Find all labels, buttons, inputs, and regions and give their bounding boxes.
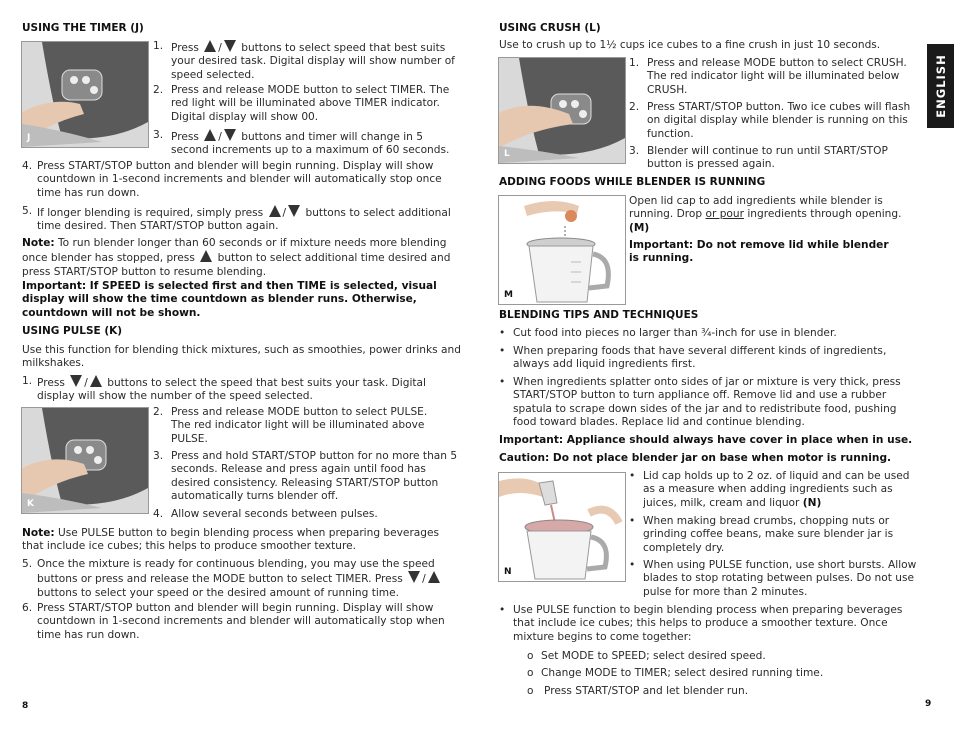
sub-bullet: o xyxy=(527,685,534,697)
step-number: 3. xyxy=(153,450,164,462)
tip-7: Use PULSE function to begin blending process when preparing beverages that include ice cubes; this helps to produce a smoother texture. Once mixture begins to come together: xyxy=(513,604,903,643)
step-number: 1. xyxy=(22,375,33,387)
up-arrow-icon xyxy=(200,250,212,262)
bullet: • xyxy=(629,559,636,571)
timer-step-2: Press and release MODE button to select TIMER. The red light will be illuminated above TIMER indicator. Digital display will show 00. xyxy=(171,84,450,123)
bullet: • xyxy=(499,345,506,357)
tips-caution: Caution: Do not place blender jar on base when motor is running. xyxy=(499,452,892,464)
pulse-heading: USING PULSE (K) xyxy=(22,325,123,337)
pulse-step-3: Press and hold START/STOP button for no more than 5 seconds. Release and press again until food has desired consistency. Releasing START/STOP button automatically turns blender off. xyxy=(171,450,458,503)
down-arrow-icon xyxy=(288,205,300,217)
sub-bullet: o xyxy=(527,650,534,662)
figure-n-lid-cap xyxy=(498,472,626,582)
timer-step-4: Press START/STOP button and blender will begin running. Display will show countdown in 1-second increments and blender will automatically stop once time has run down. xyxy=(37,160,442,199)
tip-6: When using PULSE function, use short bursts. Allow blades to stop rotating between pulses. Do not use pulse for more than 2 minutes. xyxy=(643,559,917,598)
tips-heading: BLENDING TIPS AND TECHNIQUES xyxy=(499,309,699,321)
page-number: 9 xyxy=(925,699,932,709)
up-arrow-icon xyxy=(269,205,281,217)
crush-heading: USING CRUSH (L) xyxy=(499,22,601,34)
adding-heading: ADDING FOODS WHILE BLENDER IS RUNNING xyxy=(499,176,766,188)
figure-label: L xyxy=(504,149,510,159)
pouring-into-lid-illustration xyxy=(499,473,625,581)
step-number: 3. xyxy=(629,145,640,157)
timer-step-5: If longer blending is required, simply press / buttons to select additional time desired. Then START/STOP button again. xyxy=(37,207,451,233)
adding-text: Open lid cap to add ingredients while blender is running. Drop or pour ingredients through opening. (M) xyxy=(629,195,902,234)
tip-3: When ingredients splatter onto sides of jar or mixture is very thick, press START/STOP button to turn appliance off. Remove lid and use a rubber spatula to scrape down sides of the jar and to redistribute food, pushing food toward blades. Replace lid and continue blending. xyxy=(513,376,901,429)
step-number: 2. xyxy=(629,101,640,113)
up-arrow-icon xyxy=(204,129,216,141)
tip-7-sub-3: Press START/STOP and let blender run. xyxy=(544,685,749,697)
step-number: 4. xyxy=(22,160,33,172)
tip-4: Lid cap holds up to 2 oz. of liquid and can be used as a measure when adding ingredients such as juices, milk, cream and liquor (N) xyxy=(643,470,910,509)
sub-bullet: o xyxy=(527,667,534,679)
tip-2: When preparing foods that have several different kinds of ingredients, always add liquid ingredients first. xyxy=(513,345,887,371)
timer-step-3: Press / buttons and timer will change in 5 second increments up to a maximum of 60 seconds. xyxy=(171,131,450,157)
tip-1: Cut food into pieces no larger than ¾-inch for use in blender. xyxy=(513,327,837,339)
step-number: 1. xyxy=(629,57,640,69)
down-arrow-icon xyxy=(70,375,82,387)
timer-step-1: Press / buttons to select speed that best suits your desired task. Digital display will show number of speed selected. xyxy=(171,42,455,81)
crush-step-1: Press and release MODE button to select CRUSH. The red indicator light will be illuminated below CRUSH. xyxy=(647,57,907,96)
tip-7-sub-2: Change MODE to TIMER; select desired running time. xyxy=(541,667,824,679)
adding-important: Important: Do not remove lid while blender is running. xyxy=(629,239,889,265)
language-tab xyxy=(927,44,954,128)
step-number: 5. xyxy=(22,205,33,217)
timer-important: Important: If SPEED is selected first and then TIME is selected, visual display will show the time countdown as blender runs. Otherwise, countdown will not be shown. xyxy=(22,280,437,319)
down-arrow-icon xyxy=(224,40,236,52)
crush-intro: Use to crush up to 1½ cups ice cubes to a fine crush in just 10 seconds. xyxy=(499,39,881,51)
figure-label: N xyxy=(504,567,512,577)
control-panel-illustration xyxy=(22,408,148,513)
pulse-step-2: Press and release MODE button to select PULSE. The red indicator light will be illuminated above PULSE. xyxy=(171,406,428,445)
timer-note: Note: To run blender longer than 60 seconds or if mixture needs more blending once blender has stopped, press button to select additional time desired and press START/STOP button to resume blending. xyxy=(22,237,451,278)
step-number: 1. xyxy=(153,40,164,52)
step-number: 4. xyxy=(153,508,164,520)
bullet: • xyxy=(629,515,636,527)
figure-k-control-panel xyxy=(21,407,149,514)
down-arrow-icon xyxy=(224,129,236,141)
figure-m-blender-jar xyxy=(498,195,626,305)
bullet: • xyxy=(499,327,506,339)
figure-j-control-panel xyxy=(21,41,149,148)
figure-l-control-panel xyxy=(498,57,626,164)
blender-jar-illustration xyxy=(499,196,625,304)
pulse-step-1: Press / buttons to select the speed that best suits your task. Digital display will show the number of the speed selected. xyxy=(37,377,426,403)
pulse-intro: Use this function for blending thick mixtures, such as smoothies, power drinks and milkshakes. xyxy=(22,344,461,370)
crush-step-2: Press START/STOP button. Two ice cubes will flash on digital display while blender is running on this function. xyxy=(647,101,911,140)
down-arrow-icon xyxy=(408,571,420,583)
up-arrow-icon xyxy=(428,571,440,583)
tips-important: Important: Appliance should always have cover in place when in use. xyxy=(499,434,913,446)
pulse-step-5: Once the mixture is ready for continuous blending, you may use the speed buttons or press and release the MODE button to select TIMER. Press / buttons to select your speed or the desired amount of running time. xyxy=(37,558,462,600)
figure-label: M xyxy=(504,290,513,300)
step-number: 2. xyxy=(153,406,164,418)
up-arrow-icon xyxy=(204,40,216,52)
bullet: • xyxy=(499,376,506,388)
up-arrow-icon xyxy=(90,375,102,387)
step-number: 6. xyxy=(22,602,33,614)
bullet: • xyxy=(499,604,506,616)
control-panel-illustration xyxy=(22,42,148,147)
tip-5: When making bread crumbs, chopping nuts or grinding coffee beans, make sure blender jar is completely dry. xyxy=(643,515,894,554)
control-panel-illustration xyxy=(499,58,625,163)
figure-label: K xyxy=(27,499,34,509)
step-number: 5. xyxy=(22,558,33,570)
timer-heading: USING THE TIMER (J) xyxy=(22,22,144,34)
figure-label: J xyxy=(27,133,31,143)
pulse-note: Note: Use PULSE button to begin blending process when preparing beverages that include ice cubes; this helps to produce smoother texture. xyxy=(22,527,440,553)
tip-7-sub-1: Set MODE to SPEED; select desired speed. xyxy=(541,650,766,662)
step-number: 2. xyxy=(153,84,164,96)
language-tab-label: ENGLISH xyxy=(933,54,948,118)
pulse-step-6: Press START/STOP button and blender will begin running. Display will show countdown in 1-second increments and blender will automatically stop when time has run down. xyxy=(37,602,445,641)
step-number: 3. xyxy=(153,129,164,141)
bullet: • xyxy=(629,470,636,482)
pulse-step-4: Allow several seconds between pulses. xyxy=(171,508,378,520)
page-number: 8 xyxy=(22,701,29,711)
crush-step-3: Blender will continue to run until START/STOP button is pressed again. xyxy=(647,145,888,171)
